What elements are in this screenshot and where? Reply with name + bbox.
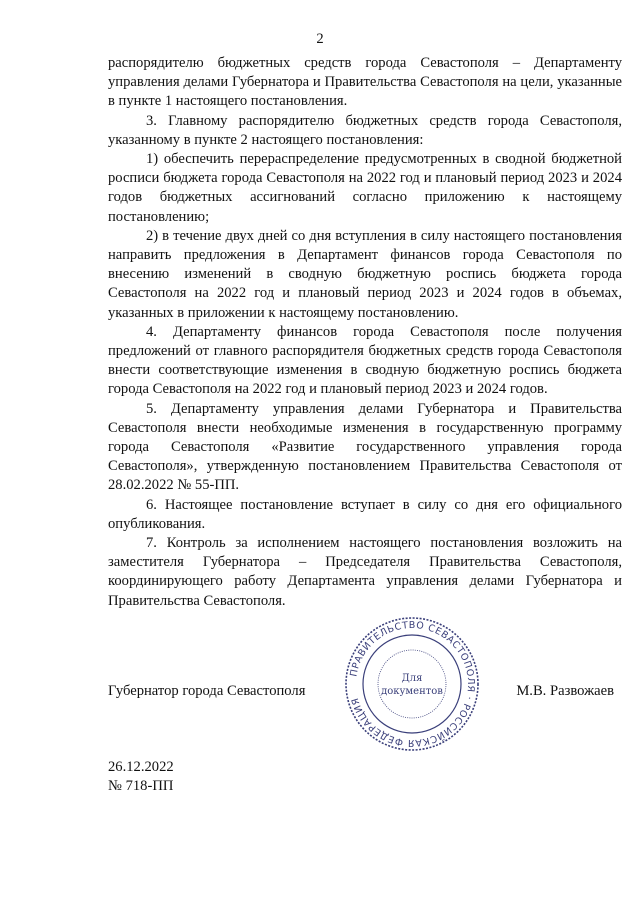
document-number: № 718-ПП xyxy=(108,778,174,795)
paragraph: 6. Настоящее постановление вступает в силу со дня его официального опубликования. xyxy=(108,496,622,532)
paragraph: 1) обеспечить перераспределение предусмотренных в сводной бюджетной росписи бюджета города Севастополя на 2022 год и плановый период 2023 и 2024 годов бюджетных ассигнований согласно приложению к настоящему постановлению; xyxy=(108,151,622,225)
paragraph: 5. Департаменту управления делами Губернатора и Правительства Севастополя внести необходимые изменения в государственную программу города Севастополя «Развитие государственного управления города Севастополя», утвержденную постановлением Правительства Севастополя от 28.02.2022 № 55-ПП. xyxy=(108,400,622,494)
paragraph: 2) в течение двух дней со дня вступления в силу настоящего постановления направить предложения в Департамент финансов города Севастополя по внесению изменений в сводную бюджетную роспись бюджета города Севастополя на 2022 год и плановый период 2023 и 2024 годов в объемах, указанных в приложении к настоящему постановлению. xyxy=(108,227,622,321)
seal-outer-ring xyxy=(346,618,478,750)
document-meta xyxy=(108,758,174,796)
signatory-position: Губернатор города Севастополя xyxy=(108,683,306,699)
signatory-name: М.В. Развожаев xyxy=(516,683,614,699)
official-seal-icon xyxy=(344,616,480,752)
paragraph: 4. Департаменту финансов города Севастополя после получения предложений от главного распорядителя бюджетных средств города Севастополя внести соответствующие изменения в сводную бюджетную роспись бюджета города Севастополя на 2022 год и плановый период 2023 и 2024 годов. xyxy=(108,323,622,398)
document-date: 26.12.2022 xyxy=(108,759,174,775)
paragraph: 7. Контроль за исполнением настоящего постановления возложить на заместителя Губернатора – Председателя Правительства Севастополя, координирующего работу Департамента управления делами Губернатора и Правительства Севастополя. xyxy=(108,535,622,609)
document-body xyxy=(108,54,622,611)
seal-ring-text: ПРАВИТЕЛЬСТВО СЕВАСТОПОЛЯ · РОССИЙСКАЯ ФЕДЕРАЦИЯ xyxy=(348,619,477,749)
seal-center-text-2: документов xyxy=(381,686,443,697)
paragraph: распорядителю бюджетных средств города Севастополя – Департаменту управления делами Губернатора и Правительства Севастополя на цели, указанные в пункте 1 настоящего постановления. xyxy=(108,55,622,110)
seal-center-text-1: Для xyxy=(401,673,423,684)
seal-center-ring xyxy=(378,650,446,718)
paragraph: 3. Главному распорядителю бюджетных средств города Севастополя, указанному в пункте 2 настоящего постановления: xyxy=(108,112,622,148)
page-number: 2 xyxy=(316,31,324,47)
